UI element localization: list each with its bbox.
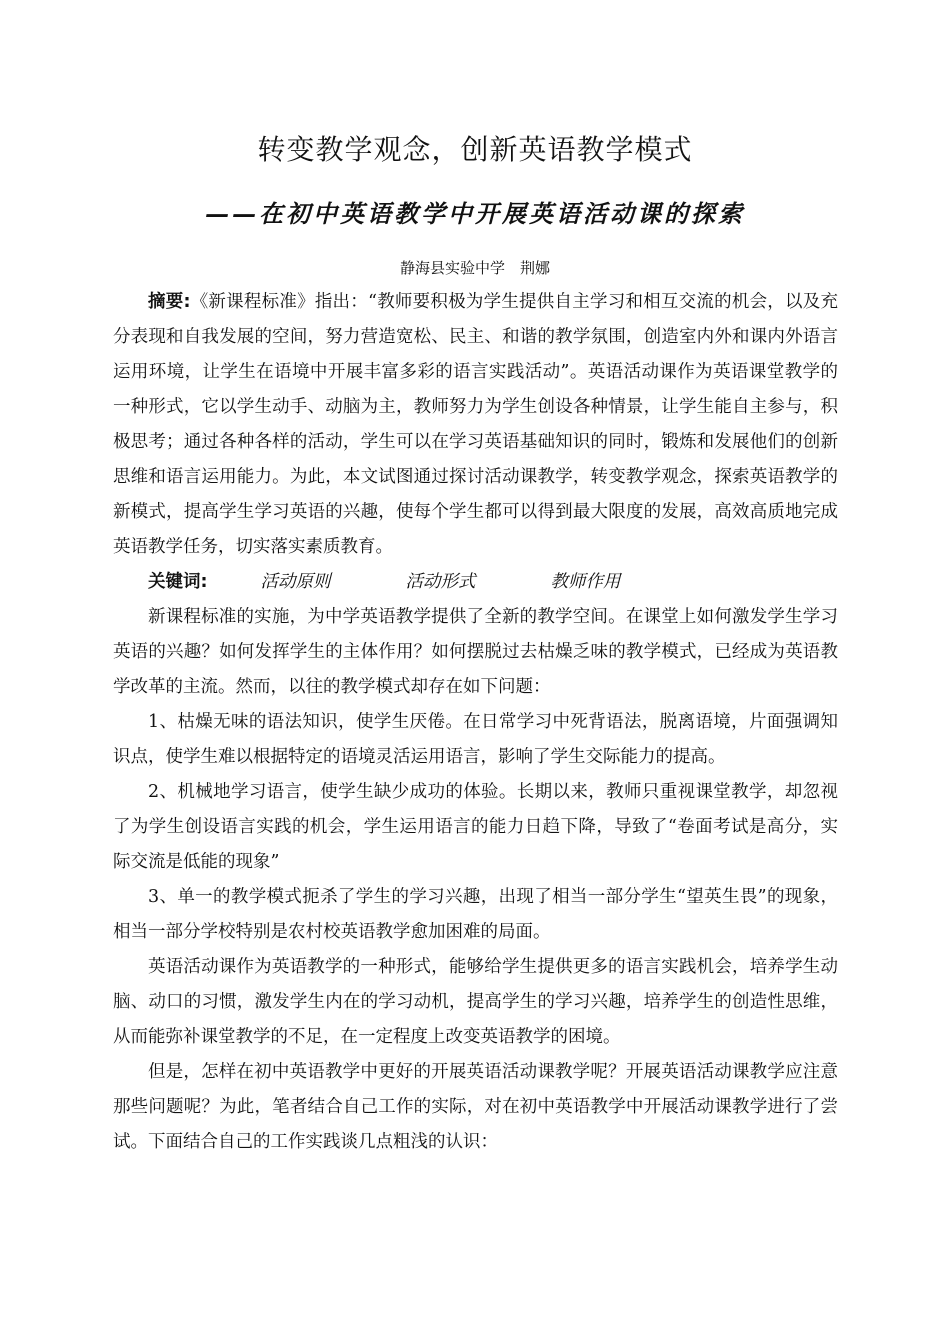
document-title: 转变教学观念，创新英语教学模式 <box>257 133 693 166</box>
body-paragraph: 1、枯燥无味的语法知识，使学生厌倦。在日常学习中死背语法，脱离语境，片面强调知识点，使学生难以根据特定的语境灵活运用语言，影响了学生交际能力的提高。 <box>113 712 838 767</box>
keyword-item: 教师作用 <box>550 572 621 592</box>
abstract-text: 《新课程标准》指出：“教师要积极为学生提供自主学习和相互交流的机会，以及充分表现和自我发展的空间，努力营造宽松、民主、和谐的教学氛围，创造室内外和课内外语言运用环境，让学生在语境中开展丰富多彩的语言实践活动”。英语活动课作为英语课堂教学的一种形式，它以学生动手、动脑为主，教师努力为学生创设各种情景，让学生能自主参与，积极思考；通过各种各样的活动，学生可以在学习英语基础知识的同时，锻炼和发展他们的创新思维和语言运用能力。为此，本文试图通过探讨活动课教学，转变教学观念，探索英语教学的新模式，提高学生学习英语的兴趣，使每个学生都可以得到最大限度的发展，高效高质地完成英语教学任务，切实落实素质教育。 <box>113 292 838 557</box>
keywords-line <box>113 565 838 600</box>
document-body <box>113 285 838 1160</box>
abstract-label: 摘要: <box>148 292 191 312</box>
body-paragraph: 新课程标准的实施，为中学英语教学提供了全新的教学空间。在课堂上如何激发学生学习英语的兴趣？如何发挥学生的主体作用？如何摆脱过去枯燥乏味的教学模式，已经成为英语教学改革的主流。然而，以往的教学模式却存在如下问题： <box>113 607 838 697</box>
keywords-label: 关键词: <box>148 572 208 592</box>
document-subtitle: ——在初中英语教学中开展英语活动课的探索 <box>205 199 745 228</box>
keyword-item: 活动形式 <box>405 572 476 592</box>
body-paragraph: 2、机械地学习语言，使学生缺少成功的体验。长期以来，教师只重视课堂教学，却忽视了为学生创设语言实践的机会，学生运用语言的能力日趋下降，导致了“卷面考试是高分，实际交流是低能的现象” <box>113 782 838 872</box>
author-line: 静海县实验中学 荆娜 <box>399 259 550 277</box>
body-paragraph: 英语活动课作为英语教学的一种形式，能够给学生提供更多的语言实践机会，培养学生动脑、动口的习惯，激发学生内在的学习动机，提高学生的学习兴趣，培养学生的创造性思维，从而能弥补课堂教学的不足，在一定程度上改变英语教学的困境。 <box>113 957 838 1047</box>
body-paragraph: 但是，怎样在初中英语教学中更好的开展英语活动课教学呢？开展英语活动课教学应注意那些问题呢？为此，笔者结合自己工作的实际，对在初中英语教学中开展活动课教学进行了尝试。下面结合自己的工作实践谈几点粗浅的认识： <box>113 1062 838 1152</box>
abstract-paragraph <box>113 285 838 565</box>
keyword-item: 活动原则 <box>260 572 331 592</box>
body-paragraph: 3、单一的教学模式扼杀了学生的学习兴趣，出现了相当一部分学生“望英生畏”的现象，相当一部分学校特别是农村校英语教学愈加困难的局面。 <box>113 887 838 942</box>
